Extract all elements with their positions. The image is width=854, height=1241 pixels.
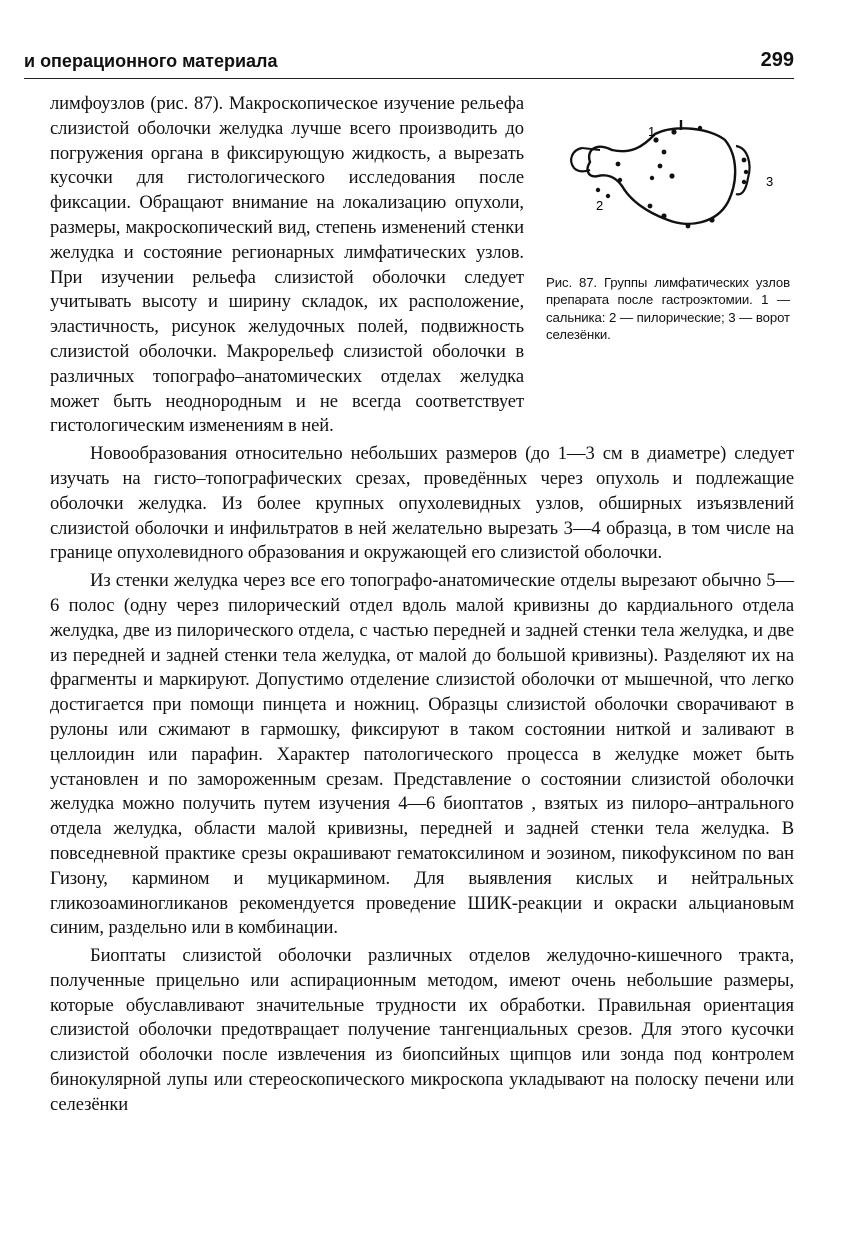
stomach-diagram xyxy=(560,120,780,260)
figure-caption: Рис. 87. Группы лимфатических узлов препарата после гастроэктомии. 1 — сальника: 2 — пилорические; 3 — ворот селезёнки. xyxy=(546,275,790,343)
spleen-hilum xyxy=(736,146,750,194)
header-title: и операционного материала xyxy=(24,51,278,71)
figure-label-2: 2 xyxy=(596,198,604,213)
body-text xyxy=(50,92,794,1118)
paragraph-4: Биоптаты слизистой оболочки различных отделов желудочно-кишечного тракта, полученные прицельно или аспирационным методом, имеют очень небольшие размеры, которые обуславливают значительные трудности их обработки. Правильная ориентация слизистой оболочки предотвращает получение тангенциальных срезов. Для этого кусочки слизистой оболочки после извлечения из биопсийных щипцов или зонда под контролем бинокулярной лупы или стереоскопического микроскопа укладывают на полоску печени или селезёнки xyxy=(50,945,794,1115)
figure-label-1: 1 xyxy=(648,124,656,139)
paragraph-1: лимфоузлов (рис. 87). Макроскопическое изучение рельефа слизистой оболочки желудка лучше всего производить до погружения органа в фиксирующую жидкость, а вырезать кусочки для гистологического исследования после фиксации. Обращают внимание на локализацию опухоли, размеры, макроскопический вид, степень изменений стенки желудка и состояние регионарных лимфатических узлов. При изучении рельефа слизистой оболочки следует учитывать высоту и ширину складок, их расположение, эластичность, рисунок желудочных полей, подвижность слизистой оболочки. Макрорельеф слизистой оболочки в различных топографо–анатомических отделах желудка может быть неоднородным и не всегда соответствует гистологическим изменениям в ней. xyxy=(50,93,524,437)
stomach-outline xyxy=(588,128,736,223)
running-header xyxy=(24,48,794,79)
figure-87 xyxy=(540,92,794,422)
paragraph-3: Из стенки желудка через все его топографо-анатомические отделы вырезают обычно 5—6 полос (одну через пилорический отдел вдоль малой кривизны до кардиального отдела желудка, две из пилорического отдела, с частью передней и задней стенки тела желудка, и две из передней и задней стенки тела желудка, от малой до большой кривизны). Разделяют их на фрагменты и маркируют. Допустимо отделение слизистой оболочки от мышечной, что легко достигается при помощи пинцета и ножниц. Образцы слизистой оболочки сворачивают в рулоны или сжимают в гармошку, фиксируют в таком состоянии ниткой и заливают в целлоидин или парафин. Характер патологического процесса в желудке может быть установлен и по замороженным срезам. Представление о состоянии слизистой оболочки желудка можно получить путем изучения 4—6 биоптатов , взятых из пилоро–антрального отдела желудка, области малой кривизны, передней и задней стенки тела желудка. В повседневной практике срезы окрашивают гематоксилином и эозином, пикофуксином по ван Гизону, кармином и муцикармином. Для выявления кислых и нейтральных гликозоаминогликанов рекомендуется проведение ШИК-реакции и окраски альциановым синим, раздельно или в комбинации. xyxy=(50,570,794,939)
page-number: 299 xyxy=(760,49,794,71)
figure-label-3: 3 xyxy=(766,174,774,189)
paragraph-2: Новообразования относительно небольших размеров (до 1—3 см в диаметре) следует изучать на гисто–топографических срезах, проведённых через опухоль и подлежащие оболочки желудка. Из более крупных опухолевидных узлов, обширных изъязвлений слизистой оболочки и инфильтратов в ней желательно вырезать 3—4 образца, в том числе на границе опухолевидного образования и окружающей его слизистой оболочки. xyxy=(50,443,794,564)
